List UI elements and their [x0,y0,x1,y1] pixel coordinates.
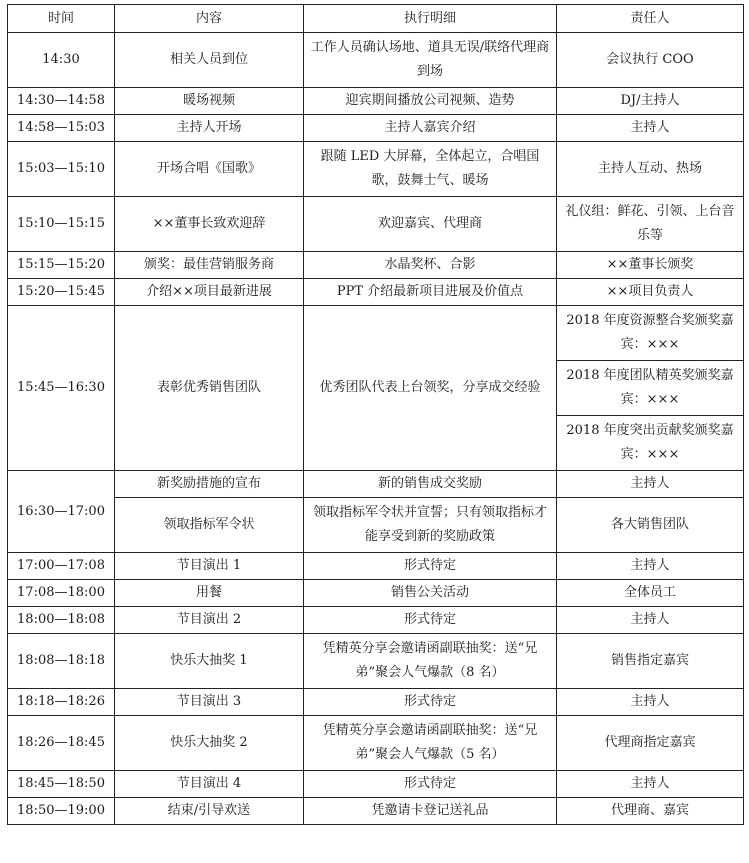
detail-cell: 销售公关活动 [304,580,557,607]
content-cell: 节目演出 2 [115,607,304,634]
detail-cell: 形式待定 [304,607,557,634]
header-detail: 执行明细 [304,5,557,33]
detail-cell: 水晶奖杯、合影 [304,252,557,279]
header-row [8,5,744,33]
table-row [8,553,744,580]
detail-cell: 跟随 LED 大屏幕，全体起立，合唱国歌，鼓舞士气、暖场 [304,142,557,197]
owner-cell-award-1: 2018 年度资源整合奖颁奖嘉宾：××× [557,306,744,361]
content-cell: 结束/引导欢送 [115,798,304,825]
owner-cell: 主持人 [557,115,744,142]
time-cell: 14:58—15:03 [8,115,115,142]
content-cell: ××董事长致欢迎辞 [115,197,304,252]
detail-cell: 凭精英分享会邀请函副联抽奖：送“兄弟”聚会人气爆款（5 名） [304,716,557,771]
owner-cell: DJ/主持人 [557,88,744,115]
table-row [8,279,744,306]
table-row [8,771,744,798]
owner-cell: 主持人 [557,607,744,634]
table-row-incentive [8,498,744,553]
content-cell: 相关人员到位 [115,33,304,88]
table-row [8,197,744,252]
owner-cell: 主持人 [557,471,744,498]
detail-cell: 形式待定 [304,771,557,798]
owner-cell: 代理商、嘉宾 [557,798,744,825]
time-cell: 18:08—18:18 [8,634,115,689]
table-row [8,607,744,634]
content-cell: 介绍××项目最新进展 [115,279,304,306]
schedule-table [7,4,744,825]
time-cell: 15:45—16:30 [8,306,115,471]
content-cell: 节目演出 3 [115,689,304,716]
owner-cell-award-3: 2018 年度突出贡献奖颁奖嘉宾：××× [557,416,744,471]
detail-cell: 主持人嘉宾介绍 [304,115,557,142]
content-cell: 用餐 [115,580,304,607]
content-cell: 主持人开场 [115,115,304,142]
content-cell: 快乐大抽奖 1 [115,634,304,689]
time-cell: 18:00—18:08 [8,607,115,634]
detail-cell: 工作人员确认场地、道具无误/联络代理商到场 [304,33,557,88]
owner-cell: 主持人 [557,771,744,798]
table-row [8,798,744,825]
time-cell: 15:15—15:20 [8,252,115,279]
time-cell: 18:45—18:50 [8,771,115,798]
detail-cell: 形式待定 [304,553,557,580]
table-row-awards [8,306,744,361]
owner-cell: 主持人互动、热场 [557,142,744,197]
detail-cell: PPT 介绍最新项目进展及价值点 [304,279,557,306]
time-cell: 15:20—15:45 [8,279,115,306]
owner-cell: 代理商指定嘉宾 [557,716,744,771]
owner-cell: 主持人 [557,689,744,716]
detail-cell: 凭精英分享会邀请函副联抽奖：送“兄弟”聚会人气爆款（8 名） [304,634,557,689]
table-row [8,634,744,689]
content-cell: 快乐大抽奖 2 [115,716,304,771]
detail-cell: 迎宾期间播放公司视频、造势 [304,88,557,115]
owner-cell: 礼仪组：鲜花、引领、上台音乐等 [557,197,744,252]
detail-cell: 凭邀请卡登记送礼品 [304,798,557,825]
time-cell: 17:08—18:00 [8,580,115,607]
table-row [8,689,744,716]
table-row [8,88,744,115]
content-cell: 开场合唱《国歌》 [115,142,304,197]
owner-cell-award-2: 2018 年度团队精英奖颁奖嘉宾：××× [557,361,744,416]
detail-cell: 领取指标军令状并宣誓；只有领取指标才能享受到新的奖励政策 [304,498,557,553]
owner-cell: 主持人 [557,553,744,580]
header-content: 内容 [115,5,304,33]
content-cell: 颁奖：最佳营销服务商 [115,252,304,279]
content-cell: 节目演出 1 [115,553,304,580]
table-row [8,252,744,279]
table-row [8,580,744,607]
table-row [8,716,744,771]
time-cell: 18:26—18:45 [8,716,115,771]
content-cell: 表彰优秀销售团队 [115,306,304,471]
detail-cell: 优秀团队代表上台领奖，分享成交经验 [304,306,557,471]
owner-cell: 全体员工 [557,580,744,607]
time-cell: 14:30 [8,33,115,88]
content-cell: 领取指标军令状 [115,498,304,553]
content-cell: 暖场视频 [115,88,304,115]
header-time: 时间 [8,5,115,33]
schedule-wrapper [7,4,744,825]
table-row [8,142,744,197]
content-cell: 新奖励措施的宣布 [115,471,304,498]
owner-cell: ××董事长颁奖 [557,252,744,279]
detail-cell: 形式待定 [304,689,557,716]
time-cell: 18:18—18:26 [8,689,115,716]
time-cell: 17:00—17:08 [8,553,115,580]
time-cell: 16:30—17:00 [8,471,115,553]
table-row-incentive [8,471,744,498]
owner-cell: 会议执行 COO [557,33,744,88]
owner-cell: 各大销售团队 [557,498,744,553]
content-cell: 节目演出 4 [115,771,304,798]
time-cell: 15:03—15:10 [8,142,115,197]
time-cell: 14:30—14:58 [8,88,115,115]
detail-cell: 新的销售成交奖励 [304,471,557,498]
detail-cell: 欢迎嘉宾、代理商 [304,197,557,252]
owner-cell: 销售指定嘉宾 [557,634,744,689]
owner-cell: ××项目负责人 [557,279,744,306]
header-owner: 责任人 [557,5,744,33]
table-row [8,115,744,142]
time-cell: 15:10—15:15 [8,197,115,252]
table-row [8,33,744,88]
time-cell: 18:50—19:00 [8,798,115,825]
